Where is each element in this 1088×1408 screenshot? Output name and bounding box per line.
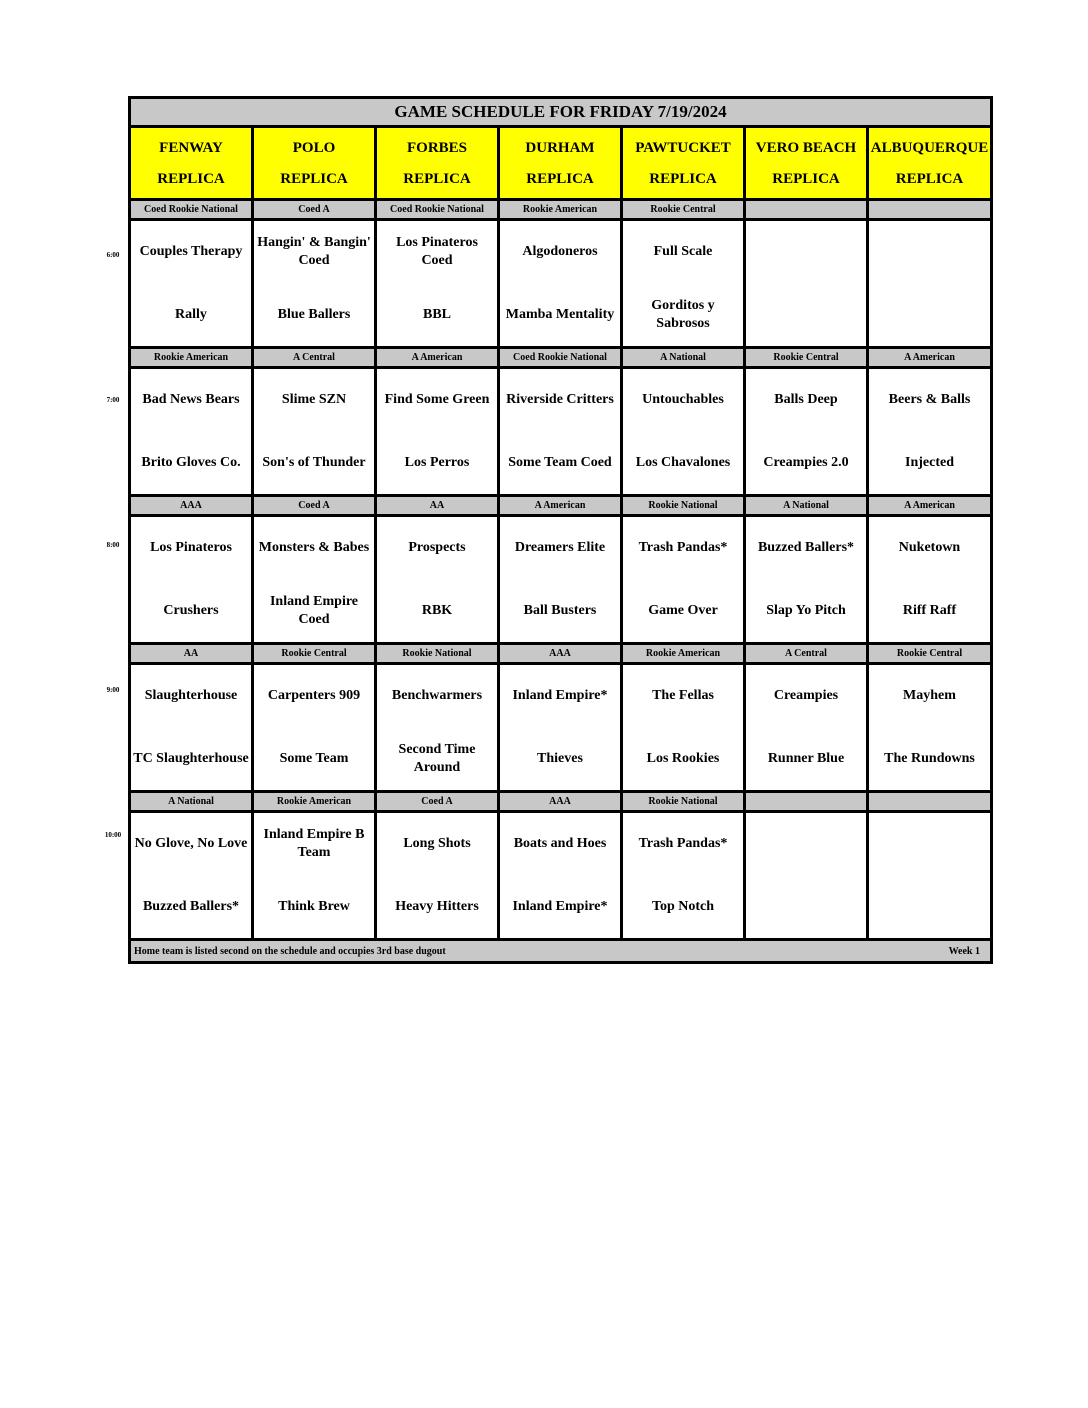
away-team: Trash Pandas*: [638, 540, 728, 556]
division-label: Rookie Central: [623, 201, 746, 218]
away-team: Los Pinateros Coed: [396, 235, 478, 269]
division-label: A American: [500, 497, 623, 514]
game-row: [131, 665, 990, 793]
game-cell: [869, 517, 990, 642]
game-cell: [254, 221, 377, 346]
week-label: Week 1: [948, 945, 980, 957]
game-cell: [746, 221, 869, 346]
home-team: [869, 284, 990, 347]
division-row: [131, 645, 990, 665]
game-cell: [500, 369, 623, 494]
game-cell: [623, 665, 746, 790]
away-team: [746, 221, 866, 284]
game-row: [131, 517, 990, 645]
home-team: Crushers: [163, 602, 219, 618]
game-cell: [377, 369, 500, 494]
away-team: Couples Therapy: [139, 244, 243, 260]
game-cell: [500, 665, 623, 790]
home-team: Heavy Hitters: [395, 898, 479, 914]
game-cell: [377, 665, 500, 790]
away-team: Inland Empire B Team: [263, 827, 365, 861]
game-cell: [131, 369, 254, 494]
home-team: [869, 876, 990, 939]
game-cell: [623, 813, 746, 938]
away-team: Boats and Hoes: [513, 836, 607, 852]
home-team: Los Rookies: [646, 750, 720, 766]
home-team: Mamba Mentality: [505, 306, 615, 322]
division-label: A American: [377, 349, 500, 366]
division-label: Rookie National: [377, 645, 500, 662]
division-label: A National: [623, 349, 746, 366]
schedule-title: GAME SCHEDULE FOR FRIDAY 7/19/2024: [131, 99, 990, 128]
division-row: [131, 497, 990, 517]
game-cell: [623, 517, 746, 642]
field-sub: REPLICA: [403, 170, 471, 187]
division-label: A Central: [254, 349, 377, 366]
home-team: Creampies 2.0: [763, 454, 849, 470]
home-team: Ball Busters: [523, 602, 597, 618]
time-slots: [131, 201, 990, 941]
division-label: Rookie National: [623, 497, 746, 514]
division-label: [869, 793, 990, 810]
game-cell: [131, 813, 254, 938]
home-team: Buzzed Ballers*: [142, 898, 240, 914]
footer-bar: [131, 941, 990, 961]
field-sub: REPLICA: [280, 170, 348, 187]
field-header-row: [131, 128, 990, 201]
home-team: Runner Blue: [767, 750, 845, 766]
game-cell: [131, 665, 254, 790]
game-cell: [500, 517, 623, 642]
division-label: Rookie American: [254, 793, 377, 810]
division-label: Rookie National: [623, 793, 746, 810]
division-label: [746, 201, 869, 218]
division-label: AA: [377, 497, 500, 514]
home-team: Some Team Coed: [508, 454, 612, 470]
game-cell: [254, 517, 377, 642]
game-row: [131, 221, 990, 349]
field-sub: REPLICA: [649, 170, 717, 187]
game-cell: [500, 813, 623, 938]
home-team: Inland Empire*: [512, 898, 608, 914]
away-team: Long Shots: [403, 836, 471, 852]
division-label: Rookie Central: [746, 349, 869, 366]
footer-note: Home team is listed second on the schedule and occupies 3rd base dugout: [134, 945, 446, 957]
home-team: Injected: [905, 454, 954, 470]
away-team: Find Some Green: [384, 392, 490, 408]
away-team: Buzzed Ballers*: [757, 540, 855, 556]
away-team: Bad News Bears: [142, 392, 240, 408]
division-label: [869, 201, 990, 218]
division-label: Coed Rookie National: [131, 201, 254, 218]
division-row: [131, 793, 990, 813]
division-label: A American: [904, 500, 955, 511]
away-team: [746, 813, 866, 876]
time-label: 10:00: [104, 831, 122, 839]
home-team: TC Slaughterhouse: [133, 750, 249, 766]
away-team: Monsters & Babes: [258, 540, 370, 556]
home-team: Second Time Around: [398, 741, 476, 775]
game-cell: [377, 221, 500, 346]
home-team: BBL: [422, 306, 451, 322]
division-label: AAA: [500, 793, 623, 810]
division-label: Coed Rookie National: [377, 201, 500, 218]
home-team: Los Chavalones: [635, 454, 731, 470]
away-team: Slaughterhouse: [144, 688, 238, 704]
away-team: Inland Empire*: [512, 688, 608, 704]
field-header: [131, 128, 254, 198]
away-team: Hangin' & Bangin' Coed: [257, 235, 371, 269]
home-team: Some Team: [279, 750, 349, 766]
division-label: Rookie American: [500, 201, 623, 218]
time-label: 7:00: [106, 396, 120, 404]
away-team: Trash Pandas*: [638, 836, 728, 852]
game-cell: [377, 813, 500, 938]
away-team: The Fellas: [652, 688, 714, 704]
home-team: [746, 284, 866, 347]
home-team: Brito Gloves Co.: [141, 454, 241, 470]
game-cell: [623, 221, 746, 346]
home-team: The Rundowns: [884, 750, 975, 766]
away-team: [869, 221, 990, 284]
division-label: A National: [131, 793, 254, 810]
home-team: Los Perros: [404, 454, 470, 470]
division-label: Rookie American: [131, 349, 254, 366]
field-name: FORBES: [406, 139, 467, 156]
home-team: Top Notch: [651, 898, 715, 914]
division-label: Coed Rookie National: [500, 349, 623, 366]
game-cell: [254, 369, 377, 494]
away-team: Dreamers Elite: [514, 540, 606, 556]
field-name: FENWAY: [159, 139, 223, 156]
field-header: [500, 128, 623, 198]
away-team: Nuketown: [898, 540, 961, 556]
field-name: VERO BEACH: [755, 139, 857, 156]
home-team: Thieves: [537, 750, 583, 766]
away-team: Algodoneros: [522, 244, 598, 260]
home-team: Son's of Thunder: [262, 454, 366, 470]
division-label: A National: [746, 497, 869, 514]
game-cell: [623, 369, 746, 494]
game-cell: [869, 813, 990, 938]
away-team: Untouchables: [642, 392, 724, 408]
away-team: Creampies: [773, 688, 839, 704]
home-team: Game Over: [648, 602, 718, 618]
field-header: [869, 128, 990, 198]
game-cell: [869, 221, 990, 346]
field-header: [623, 128, 746, 198]
home-team: Rally: [175, 306, 207, 322]
division-label: Rookie American: [623, 645, 746, 662]
game-cell: [131, 221, 254, 346]
away-team: Beers & Balls: [888, 392, 971, 408]
time-label: 6:00: [106, 251, 120, 259]
division-row: [131, 201, 990, 221]
game-cell: [254, 813, 377, 938]
field-name: POLO: [292, 139, 336, 156]
division-label: Coed A: [377, 793, 500, 810]
division-label: A Central: [746, 645, 869, 662]
away-team: Benchwarmers: [391, 688, 483, 704]
home-team: Blue Ballers: [277, 306, 351, 322]
away-team: Mayhem: [903, 688, 956, 704]
home-team: Gorditos y Sabrosos: [651, 297, 715, 331]
field-sub: REPLICA: [895, 170, 964, 187]
away-team: Riverside Critters: [506, 392, 614, 408]
field-header: [254, 128, 377, 198]
field-sub: REPLICA: [526, 170, 594, 187]
home-team: Inland Empire Coed: [269, 593, 359, 627]
division-label: AAA: [131, 497, 254, 514]
away-team: Balls Deep: [774, 392, 838, 408]
home-team: Think Brew: [278, 898, 350, 914]
division-label: Rookie Central: [896, 648, 963, 659]
time-label: 9:00: [106, 686, 120, 694]
division-label: AA: [131, 645, 254, 662]
division-label: [746, 793, 869, 810]
field-sub: REPLICA: [157, 170, 225, 187]
home-team: Riff Raff: [902, 602, 957, 618]
away-team: Los Pinateros: [150, 540, 232, 556]
away-team: No Glove, No Love: [134, 836, 248, 852]
division-row: [131, 349, 990, 369]
game-cell: [869, 665, 990, 790]
game-cell: [377, 517, 500, 642]
game-cell: [254, 665, 377, 790]
away-team: Carpenters 909: [267, 688, 361, 704]
division-label: AAA: [500, 645, 623, 662]
home-team: RBK: [421, 602, 453, 618]
game-cell: [746, 517, 869, 642]
game-cell: [869, 369, 990, 494]
away-team: Slime SZN: [281, 392, 347, 408]
division-label: Coed A: [254, 497, 377, 514]
field-name: DURHAM: [525, 139, 595, 156]
game-row: [131, 369, 990, 497]
game-cell: [746, 665, 869, 790]
division-label: Coed A: [254, 201, 377, 218]
away-team: Prospects: [408, 540, 466, 556]
field-name: PAWTUCKET: [635, 139, 731, 156]
field-header: [377, 128, 500, 198]
field-sub: REPLICA: [772, 170, 840, 187]
home-team: [746, 876, 866, 939]
game-cell: [500, 221, 623, 346]
division-label: Rookie Central: [254, 645, 377, 662]
away-team: Full Scale: [653, 244, 713, 260]
schedule-table: [128, 96, 993, 964]
field-header: [746, 128, 869, 198]
time-label: 8:00: [106, 541, 120, 549]
field-name: ALBUQUERQUE: [870, 139, 989, 156]
away-team: [869, 813, 990, 876]
game-cell: [131, 517, 254, 642]
game-row: [131, 813, 990, 941]
game-cell: [746, 813, 869, 938]
division-label: A American: [904, 352, 955, 363]
home-team: Slap Yo Pitch: [766, 602, 846, 618]
game-cell: [746, 369, 869, 494]
